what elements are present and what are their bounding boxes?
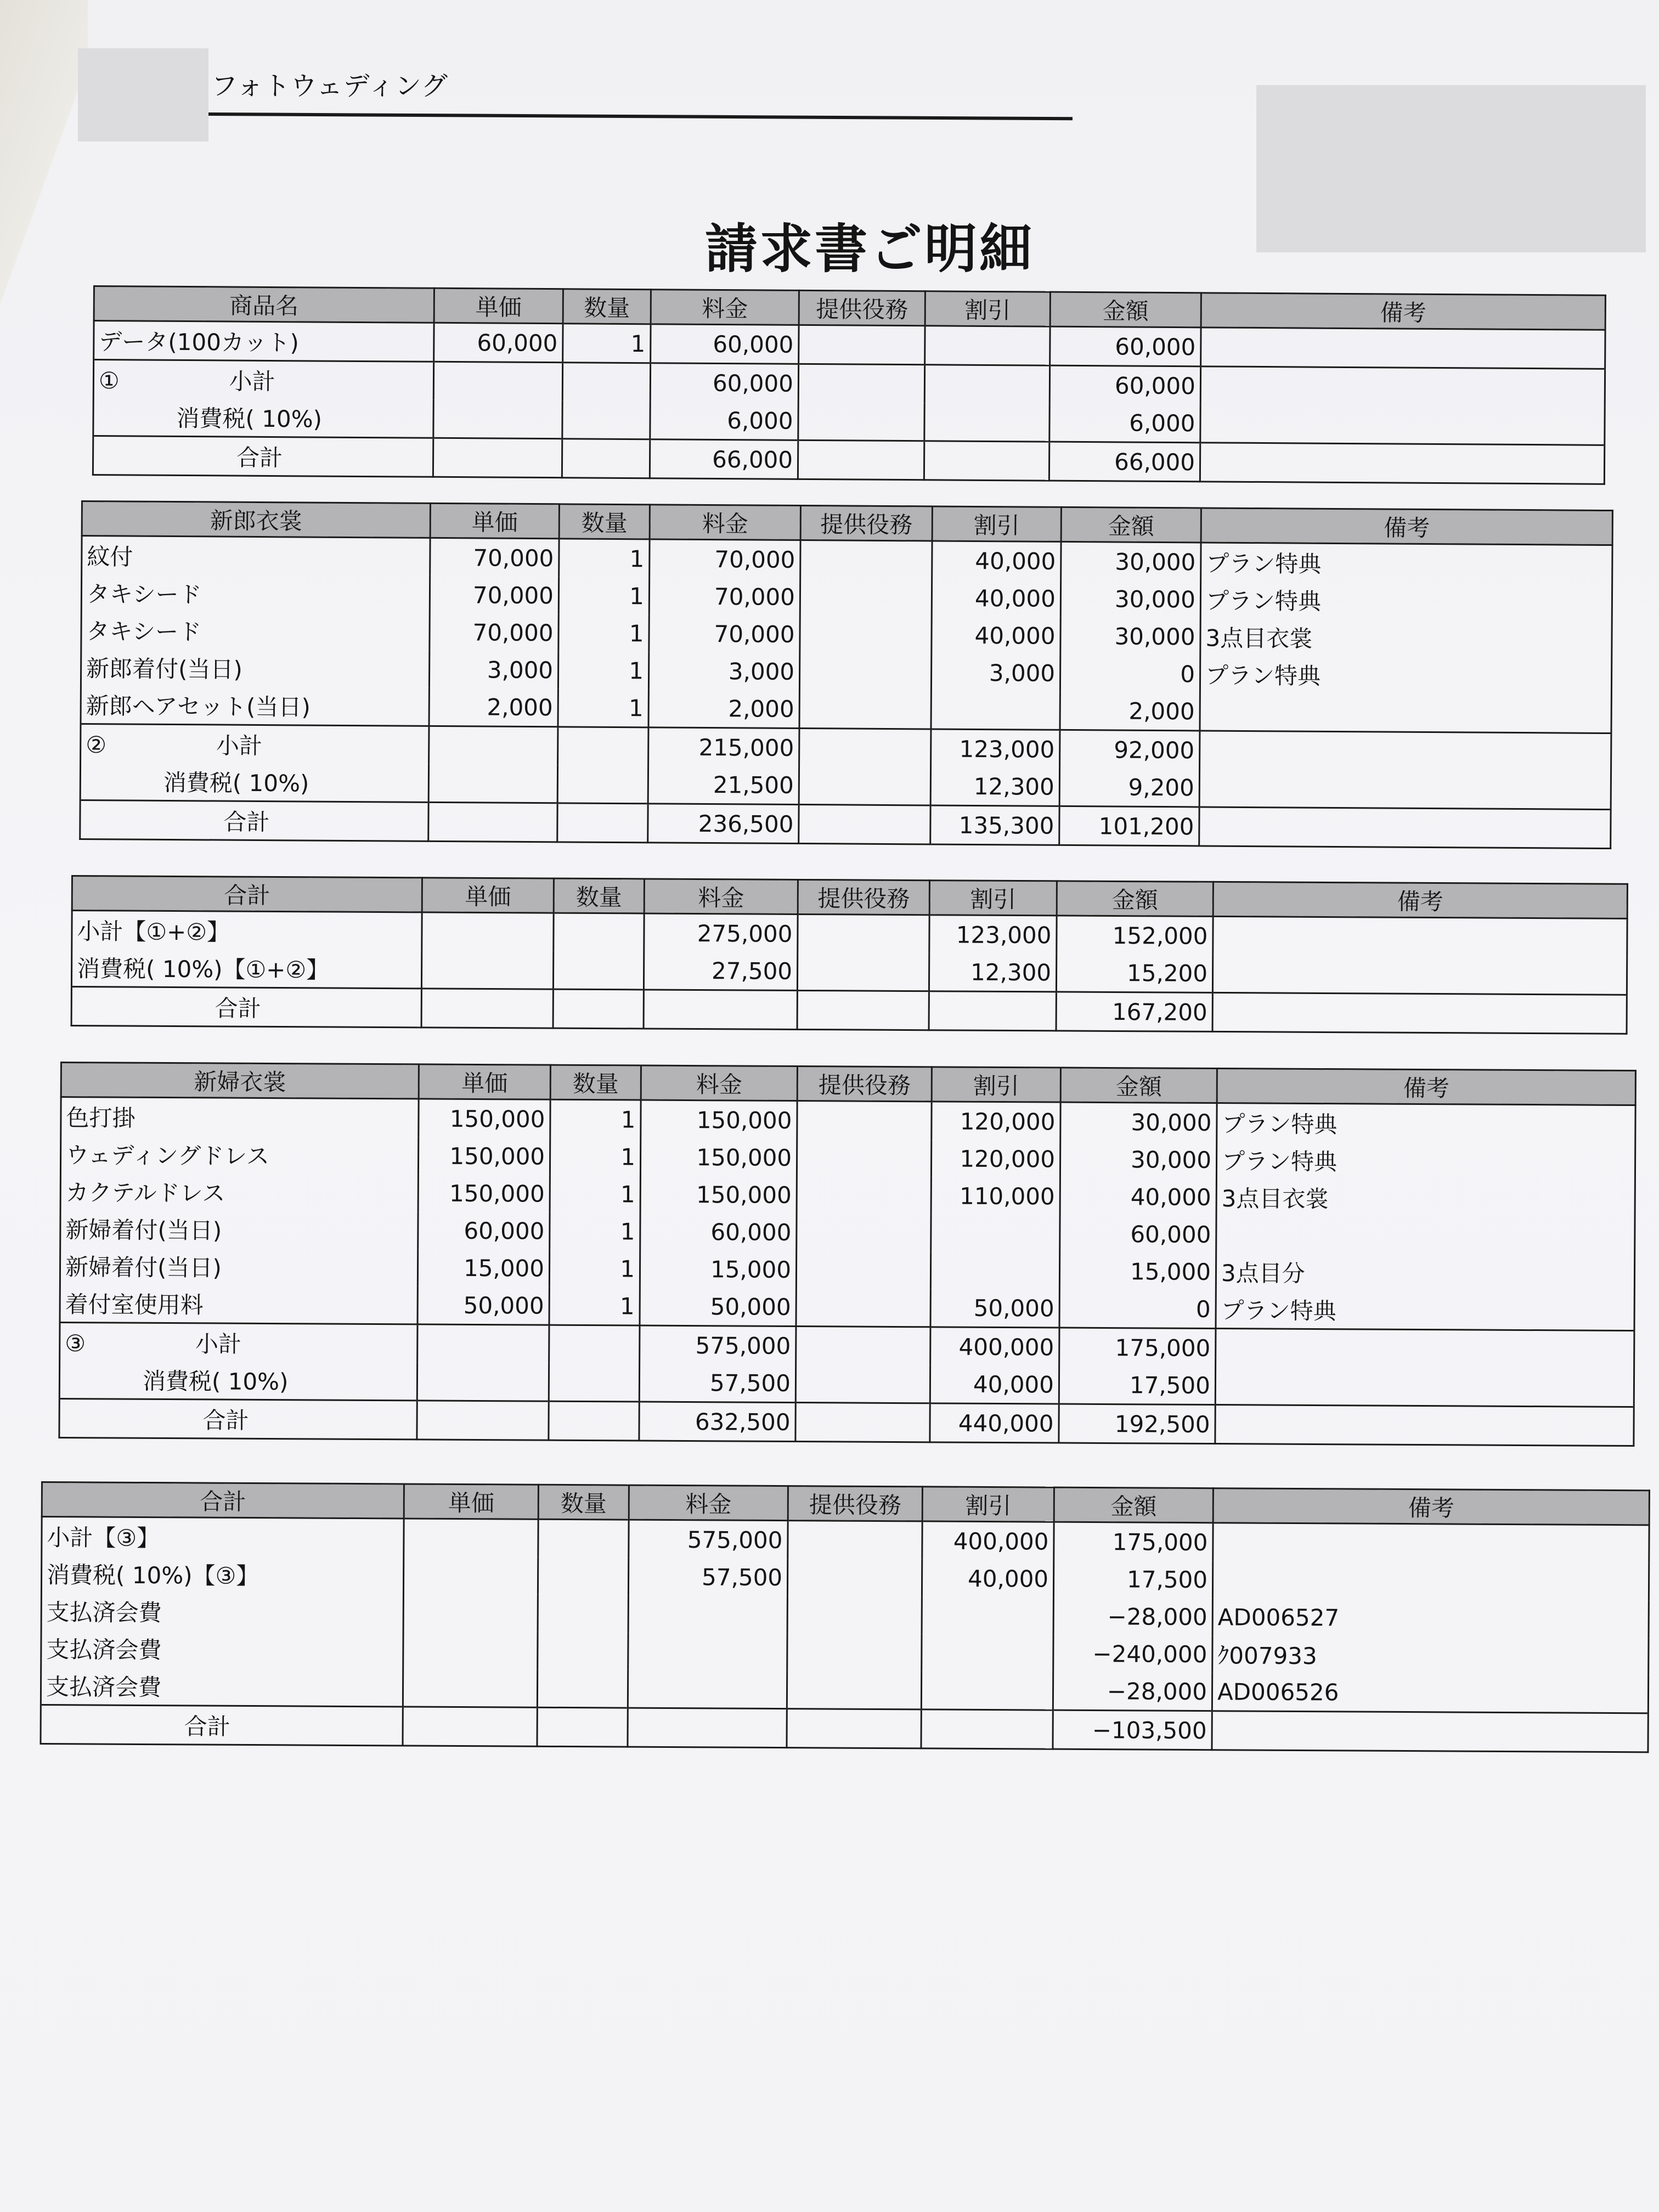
col-header-service: 提供役務 bbox=[800, 506, 932, 541]
summary-amount: −240,000 bbox=[1053, 1635, 1212, 1673]
redacted-logo bbox=[78, 48, 208, 142]
item-unit: 70,000 bbox=[430, 576, 558, 614]
item-fee: 70,000 bbox=[650, 539, 800, 578]
item-qty: 1 bbox=[550, 1099, 641, 1138]
total-label: 合計 bbox=[41, 1705, 403, 1746]
summary-name: 小計【①+②】 bbox=[72, 911, 422, 951]
total-amount: 101,200 bbox=[1059, 806, 1199, 846]
total-row bbox=[59, 1398, 1634, 1446]
col-header-discount: 割引 bbox=[922, 1487, 1054, 1522]
col-header-discount: 割引 bbox=[932, 506, 1061, 541]
item-name: データ(100カット) bbox=[94, 321, 434, 362]
item-amount: 30,000 bbox=[1061, 541, 1201, 580]
col-header-fee: 料金 bbox=[629, 1485, 788, 1521]
item-unit: 2,000 bbox=[429, 688, 558, 727]
item-qty: 1 bbox=[559, 539, 650, 578]
subtotal-label: 小計 bbox=[195, 1330, 242, 1358]
item-discount: 40,000 bbox=[932, 616, 1060, 654]
col-header-note: 備考 bbox=[1213, 882, 1627, 918]
col-header-note: 備考 bbox=[1201, 508, 1612, 545]
item-fee: 60,000 bbox=[640, 1213, 797, 1251]
item-qty: 1 bbox=[558, 651, 648, 689]
item-qty: 1 bbox=[563, 324, 651, 363]
item-qty: 1 bbox=[549, 1287, 640, 1325]
summary-amount: −28,000 bbox=[1053, 1672, 1212, 1711]
tax-label: 消費税( 10%) bbox=[93, 398, 433, 438]
section-marker: ② bbox=[86, 731, 107, 759]
item-name: カクテルドレス bbox=[60, 1172, 418, 1211]
summary-fee: 275,000 bbox=[644, 913, 798, 952]
col-header-note: 備考 bbox=[1217, 1069, 1635, 1105]
tax-fee: 21,500 bbox=[648, 765, 799, 804]
item-unit: 15,000 bbox=[417, 1249, 549, 1286]
col-header-unit: 単価 bbox=[430, 503, 559, 538]
item-amount: 30,000 bbox=[1060, 617, 1200, 656]
col-header-qty: 数量 bbox=[563, 289, 651, 324]
item-fee: 2,000 bbox=[648, 689, 799, 728]
total-row bbox=[71, 987, 1627, 1034]
item-fee: 50,000 bbox=[640, 1288, 796, 1327]
item-unit: 60,000 bbox=[418, 1211, 550, 1249]
paper-edge bbox=[0, 0, 88, 307]
section-3-table bbox=[58, 1062, 1637, 1447]
summary-fee bbox=[628, 1670, 787, 1709]
col-header-fee: 料金 bbox=[651, 290, 799, 325]
item-unit: 150,000 bbox=[418, 1174, 550, 1212]
total-fee: 66,000 bbox=[650, 439, 798, 479]
col-header-service: 提供役務 bbox=[798, 879, 929, 915]
col-header-service: 提供役務 bbox=[797, 1066, 932, 1102]
summary-amount: 17,500 bbox=[1053, 1560, 1212, 1599]
tax-amount: 17,500 bbox=[1059, 1366, 1215, 1405]
total-fee: 632,500 bbox=[639, 1402, 795, 1441]
section-1-table bbox=[92, 285, 1606, 485]
company-name: フォトウェディング bbox=[211, 71, 448, 101]
item-fee: 70,000 bbox=[649, 577, 800, 616]
subtotal-fee: 215,000 bbox=[648, 727, 799, 766]
item-discount bbox=[925, 326, 1050, 365]
col-header-note: 備考 bbox=[1201, 293, 1605, 330]
col-header-unit: 単価 bbox=[419, 1064, 550, 1099]
item-note: プラン特典 bbox=[1216, 1141, 1635, 1181]
item-discount bbox=[931, 691, 1060, 730]
tax-label: 消費税( 10%) bbox=[80, 762, 428, 802]
item-discount: 50,000 bbox=[930, 1289, 1059, 1328]
item-note: 3点目衣裳 bbox=[1200, 618, 1612, 658]
tax-label: 消費税( 10%) bbox=[59, 1361, 417, 1401]
item-note: プラン特典 bbox=[1217, 1103, 1635, 1143]
summary-fee: 27,500 bbox=[644, 951, 797, 990]
item-fee: 150,000 bbox=[640, 1138, 797, 1176]
item-discount: 3,000 bbox=[931, 653, 1060, 691]
total-amount: 66,000 bbox=[1049, 442, 1200, 482]
item-amount: 0 bbox=[1060, 654, 1200, 693]
total-row bbox=[41, 1705, 1648, 1752]
summary-amount: −28,000 bbox=[1053, 1598, 1212, 1636]
tax-amount: 9,200 bbox=[1059, 768, 1199, 807]
summary-discount: 400,000 bbox=[922, 1521, 1054, 1560]
item-note: 3点目衣裳 bbox=[1216, 1178, 1635, 1218]
col-header-service: 提供役務 bbox=[799, 290, 925, 325]
summary-name: 支払済会費 bbox=[41, 1629, 403, 1668]
item-service bbox=[799, 325, 925, 364]
item-qty: 1 bbox=[558, 689, 648, 727]
item-discount: 120,000 bbox=[932, 1102, 1060, 1141]
subtotal-discount: 400,000 bbox=[930, 1327, 1059, 1366]
col-header-name: 商品名 bbox=[94, 286, 434, 323]
summary-discount bbox=[922, 1634, 1053, 1672]
item-note: プラン特典 bbox=[1200, 580, 1612, 620]
item-fee: 150,000 bbox=[640, 1176, 797, 1214]
item-discount: 40,000 bbox=[932, 579, 1060, 617]
item-unit: 60,000 bbox=[434, 323, 563, 362]
item-qty: 1 bbox=[558, 614, 649, 652]
summary-fee: 57,500 bbox=[628, 1558, 787, 1596]
col-header-unit: 単価 bbox=[422, 878, 554, 913]
item-amount: 30,000 bbox=[1060, 1141, 1216, 1178]
col-header-fee: 料金 bbox=[641, 1065, 797, 1101]
item-amount: 40,000 bbox=[1060, 1178, 1216, 1216]
summary-fee bbox=[628, 1633, 787, 1671]
summary-2-table bbox=[40, 1481, 1650, 1753]
summary-discount bbox=[921, 1671, 1053, 1710]
summary-discount bbox=[922, 1596, 1053, 1634]
col-header-unit: 単価 bbox=[434, 288, 563, 323]
item-unit: 3,000 bbox=[429, 651, 558, 689]
col-header-amount: 金額 bbox=[1061, 507, 1201, 543]
total-amount: −103,500 bbox=[1053, 1710, 1212, 1750]
total-label: 合計 bbox=[93, 436, 433, 477]
item-discount bbox=[931, 1214, 1060, 1252]
item-fee: 70,000 bbox=[649, 614, 800, 653]
summary-name: 消費税( 10%)【①+②】 bbox=[71, 949, 421, 989]
tax-discount: 40,000 bbox=[930, 1365, 1059, 1404]
tax-discount: 12,300 bbox=[930, 767, 1059, 806]
col-header-unit: 単価 bbox=[404, 1484, 538, 1519]
col-header-name: 合計 bbox=[72, 876, 422, 912]
item-name: タキシード bbox=[81, 611, 430, 651]
summary-note bbox=[1213, 1523, 1649, 1564]
col-header-service: 提供役務 bbox=[788, 1486, 922, 1521]
col-header-amount: 金額 bbox=[1054, 1487, 1213, 1523]
total-label: 合計 bbox=[80, 800, 428, 841]
item-name: 新婦着付(当日) bbox=[60, 1247, 417, 1286]
item-name: 紋付 bbox=[82, 536, 430, 576]
item-qty: 1 bbox=[550, 1138, 640, 1176]
item-fee: 3,000 bbox=[648, 652, 799, 690]
col-header-discount: 割引 bbox=[932, 1067, 1060, 1102]
total-label: 合計 bbox=[71, 987, 421, 1028]
item-qty: 1 bbox=[549, 1250, 640, 1288]
col-header-discount: 割引 bbox=[925, 291, 1050, 326]
subtotal-label: 小計 bbox=[229, 368, 275, 396]
summary-name: 小計【③】 bbox=[42, 1517, 404, 1557]
item-unit: 70,000 bbox=[430, 613, 558, 651]
total-discount: 440,000 bbox=[930, 1403, 1059, 1443]
summary-note: AD006527 bbox=[1212, 1598, 1649, 1638]
subtotal-fee: 575,000 bbox=[640, 1325, 796, 1364]
col-header-fee: 料金 bbox=[644, 879, 798, 914]
item-amount: 15,000 bbox=[1059, 1252, 1216, 1290]
item-name: タキシード bbox=[81, 574, 430, 613]
col-header-amount: 金額 bbox=[1060, 1068, 1217, 1103]
tax-fee: 57,500 bbox=[639, 1364, 795, 1403]
redacted-address bbox=[1256, 85, 1646, 252]
item-qty: 1 bbox=[550, 1212, 640, 1250]
summary-fee: 575,000 bbox=[629, 1520, 788, 1559]
item-name: 色打掛 bbox=[61, 1097, 419, 1137]
subtotal-discount: 123,000 bbox=[931, 729, 1060, 768]
item-qty: 1 bbox=[558, 577, 649, 614]
item-name: 新郎ヘアセット(当日) bbox=[81, 686, 429, 726]
col-header-name: 新郎衣裳 bbox=[82, 501, 430, 538]
summary-fee bbox=[628, 1595, 787, 1634]
item-note bbox=[1201, 328, 1605, 369]
item-fee: 60,000 bbox=[651, 324, 799, 364]
item-name: ウェディングドレス bbox=[60, 1135, 418, 1174]
col-header-qty: 数量 bbox=[554, 878, 644, 913]
item-amount: 0 bbox=[1059, 1290, 1216, 1329]
tax-fee: 6,000 bbox=[650, 401, 798, 440]
summary-name: 支払済会費 bbox=[41, 1667, 403, 1707]
summary-amount: 152,000 bbox=[1057, 916, 1213, 955]
item-name: 着付室使用料 bbox=[60, 1284, 417, 1324]
col-header-fee: 料金 bbox=[650, 505, 800, 540]
item-unit: 70,000 bbox=[430, 538, 559, 577]
item-discount: 110,000 bbox=[931, 1177, 1060, 1215]
subtotal-amount: 60,000 bbox=[1049, 365, 1200, 404]
item-name: 新婦着付(当日) bbox=[60, 1210, 418, 1249]
col-header-note: 備考 bbox=[1213, 1488, 1649, 1525]
item-note: プラン特典 bbox=[1201, 543, 1612, 583]
col-header-discount: 割引 bbox=[929, 881, 1057, 916]
document-title: 請求書ご明細 bbox=[705, 218, 1034, 280]
item-qty: 1 bbox=[550, 1175, 640, 1213]
item-name: 新郎着付(当日) bbox=[81, 648, 429, 688]
col-header-name: 合計 bbox=[42, 1482, 404, 1519]
col-header-qty: 数量 bbox=[538, 1485, 629, 1520]
col-header-name: 新婦衣裳 bbox=[61, 1063, 419, 1099]
section-2-table bbox=[79, 500, 1613, 849]
item-unit: 150,000 bbox=[419, 1099, 550, 1138]
summary-amount: 15,200 bbox=[1056, 953, 1212, 992]
subtotal-label: 小計 bbox=[216, 732, 263, 760]
item-discount bbox=[930, 1251, 1059, 1289]
summary-discount: 40,000 bbox=[922, 1559, 1053, 1597]
item-note bbox=[1216, 1216, 1635, 1255]
summary-note bbox=[1212, 1561, 1649, 1600]
item-amount: 60,000 bbox=[1060, 1215, 1216, 1253]
col-header-amount: 金額 bbox=[1050, 292, 1201, 328]
summary-name: 支払済会費 bbox=[41, 1592, 403, 1631]
item-amount: 60,000 bbox=[1050, 326, 1201, 366]
total-fee: 236,500 bbox=[648, 804, 799, 844]
col-header-qty: 数量 bbox=[559, 504, 650, 539]
summary-name: 消費税( 10%)【③】 bbox=[41, 1555, 403, 1594]
summary-amount: 175,000 bbox=[1054, 1522, 1213, 1561]
summary-discount: 12,300 bbox=[929, 953, 1056, 992]
subtotal-fee: 60,000 bbox=[650, 363, 798, 402]
total-amount: 192,500 bbox=[1059, 1404, 1215, 1443]
header-rule bbox=[208, 112, 1073, 120]
total-amount: 167,200 bbox=[1056, 992, 1212, 1031]
total-label: 合計 bbox=[59, 1398, 417, 1439]
item-discount: 40,000 bbox=[932, 541, 1061, 580]
tax-amount: 6,000 bbox=[1049, 404, 1200, 443]
summary-discount: 123,000 bbox=[929, 915, 1057, 954]
item-unit: 150,000 bbox=[418, 1137, 550, 1175]
section-marker: ③ bbox=[65, 1330, 86, 1357]
col-header-qty: 数量 bbox=[550, 1065, 641, 1100]
item-unit: 50,000 bbox=[417, 1286, 549, 1325]
item-fee: 15,000 bbox=[640, 1250, 796, 1288]
section-marker: ① bbox=[98, 367, 120, 394]
summary-1-table bbox=[71, 875, 1628, 1035]
subtotal-amount: 175,000 bbox=[1059, 1328, 1216, 1367]
item-amount: 30,000 bbox=[1060, 1102, 1217, 1141]
item-amount: 2,000 bbox=[1060, 692, 1200, 731]
item-note: プラン特典 bbox=[1200, 655, 1611, 695]
subtotal-amount: 92,000 bbox=[1060, 730, 1200, 769]
summary-note: AD006526 bbox=[1212, 1673, 1648, 1713]
item-discount: 120,000 bbox=[931, 1139, 1060, 1177]
item-fee: 150,000 bbox=[641, 1100, 797, 1139]
item-note bbox=[1200, 692, 1611, 733]
item-note: 3点目分 bbox=[1216, 1253, 1634, 1293]
col-header-amount: 金額 bbox=[1057, 881, 1213, 916]
summary-note: ｸ007933 bbox=[1212, 1635, 1649, 1675]
item-note: プラン特典 bbox=[1216, 1290, 1634, 1330]
total-discount: 135,300 bbox=[930, 805, 1059, 845]
item-amount: 30,000 bbox=[1060, 580, 1200, 618]
